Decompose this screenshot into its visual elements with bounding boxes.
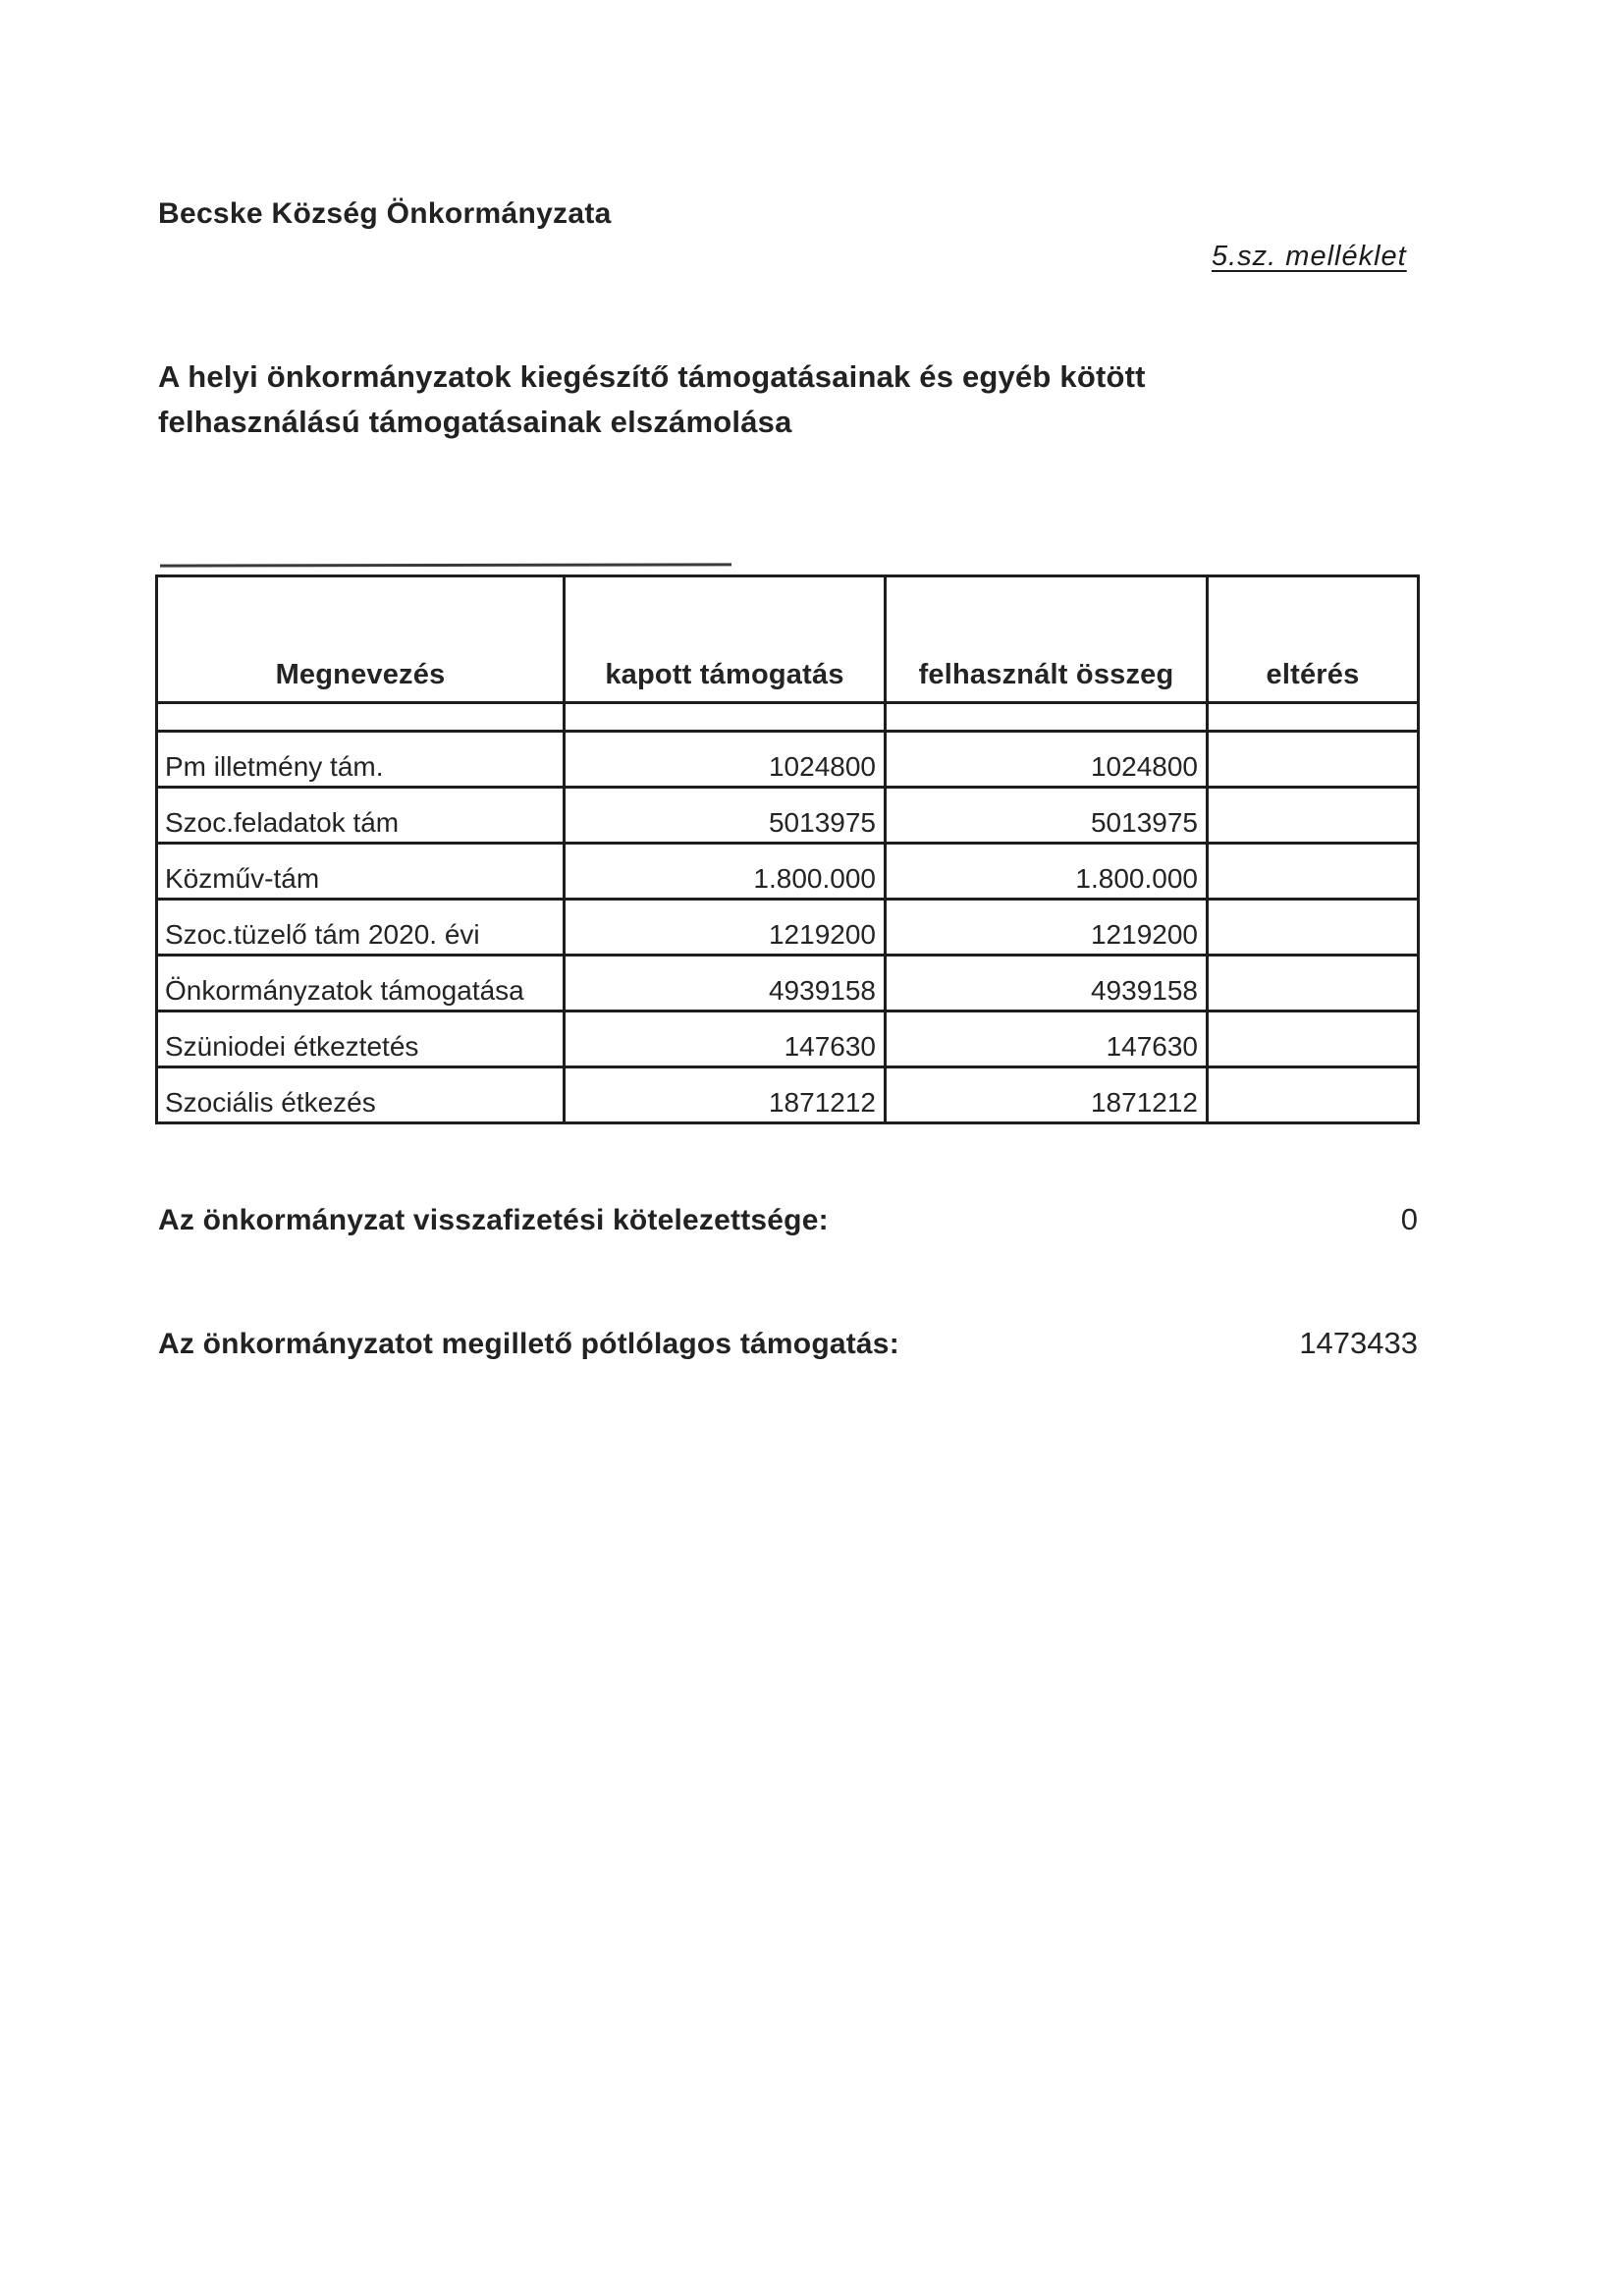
repayment-label: Az önkormányzat visszafizetési kötelezettsége: bbox=[158, 1204, 829, 1236]
row-diff-cell bbox=[1208, 788, 1419, 844]
additional-value: 1473433 bbox=[1299, 1326, 1418, 1360]
spacer-cell bbox=[886, 703, 1208, 732]
row-used-cell: 1871212 bbox=[886, 1067, 1208, 1123]
row-used-cell: 1219200 bbox=[886, 900, 1208, 956]
row-used-cell: 4939158 bbox=[886, 956, 1208, 1011]
table-row bbox=[157, 900, 1419, 956]
row-used-cell: 147630 bbox=[886, 1011, 1208, 1067]
additional-row bbox=[158, 1326, 1418, 1361]
table-spacer-row bbox=[157, 703, 1419, 732]
row-name-cell: Pm illetmény tám. bbox=[157, 732, 565, 788]
spacer-cell bbox=[1208, 703, 1419, 732]
row-used-cell: 1.800.000 bbox=[886, 844, 1208, 900]
row-name-cell: Szoc.tüzelő tám 2020. évi bbox=[157, 900, 565, 956]
row-diff-cell bbox=[1208, 956, 1419, 1011]
row-received-cell: 5013975 bbox=[565, 788, 886, 844]
repayment-row bbox=[158, 1202, 1418, 1237]
spacer-cell bbox=[157, 703, 565, 732]
row-used-cell: 5013975 bbox=[886, 788, 1208, 844]
row-diff-cell bbox=[1208, 1067, 1419, 1123]
row-received-cell: 1219200 bbox=[565, 900, 886, 956]
table-header-row bbox=[157, 576, 1419, 703]
row-diff-cell bbox=[1208, 900, 1419, 956]
row-name-cell: Szoc.feladatok tám bbox=[157, 788, 565, 844]
org-name: Becske Község Önkormányzata bbox=[158, 197, 612, 230]
table-row bbox=[157, 844, 1419, 900]
grants-table bbox=[155, 574, 1420, 1124]
row-name-cell: Közműv-tám bbox=[157, 844, 565, 900]
col-header-kapott-tamogatas: kapott támogatás bbox=[565, 576, 886, 703]
repayment-value: 0 bbox=[1400, 1202, 1418, 1236]
row-diff-cell bbox=[1208, 844, 1419, 900]
spacer-cell bbox=[565, 703, 886, 732]
row-received-cell: 4939158 bbox=[565, 956, 886, 1011]
row-name-cell: Szociális étkezés bbox=[157, 1067, 565, 1123]
col-header-megnevezes: Megnevezés bbox=[157, 576, 565, 703]
scan-artifact-line bbox=[160, 563, 731, 567]
row-used-cell: 1024800 bbox=[886, 732, 1208, 788]
row-received-cell: 1024800 bbox=[565, 732, 886, 788]
table-body bbox=[157, 732, 1419, 1123]
table-row bbox=[157, 956, 1419, 1011]
additional-label: Az önkormányzatot megillető pótlólagos támogatás: bbox=[158, 1328, 899, 1360]
row-name-cell: Önkormányzatok támogatása bbox=[157, 956, 565, 1011]
col-header-elteres: eltérés bbox=[1208, 576, 1419, 703]
table-row bbox=[157, 1067, 1419, 1123]
page-title bbox=[158, 355, 1146, 445]
table-row bbox=[157, 788, 1419, 844]
row-received-cell: 1.800.000 bbox=[565, 844, 886, 900]
annex-label: 5.sz. melléklet bbox=[1212, 241, 1407, 272]
page-title-line2: felhasználású támogatásainak elszámolása bbox=[158, 405, 792, 439]
row-diff-cell bbox=[1208, 732, 1419, 788]
page-title-line1: A helyi önkormányzatok kiegészítő támogatásainak és egyéb kötött bbox=[158, 359, 1146, 394]
table-row bbox=[157, 732, 1419, 788]
table-row bbox=[157, 1011, 1419, 1067]
col-header-felhasznalt-osszeg: felhasznált összeg bbox=[886, 576, 1208, 703]
row-diff-cell bbox=[1208, 1011, 1419, 1067]
row-received-cell: 1871212 bbox=[565, 1067, 886, 1123]
row-name-cell: Szüniodei étkeztetés bbox=[157, 1011, 565, 1067]
row-received-cell: 147630 bbox=[565, 1011, 886, 1067]
